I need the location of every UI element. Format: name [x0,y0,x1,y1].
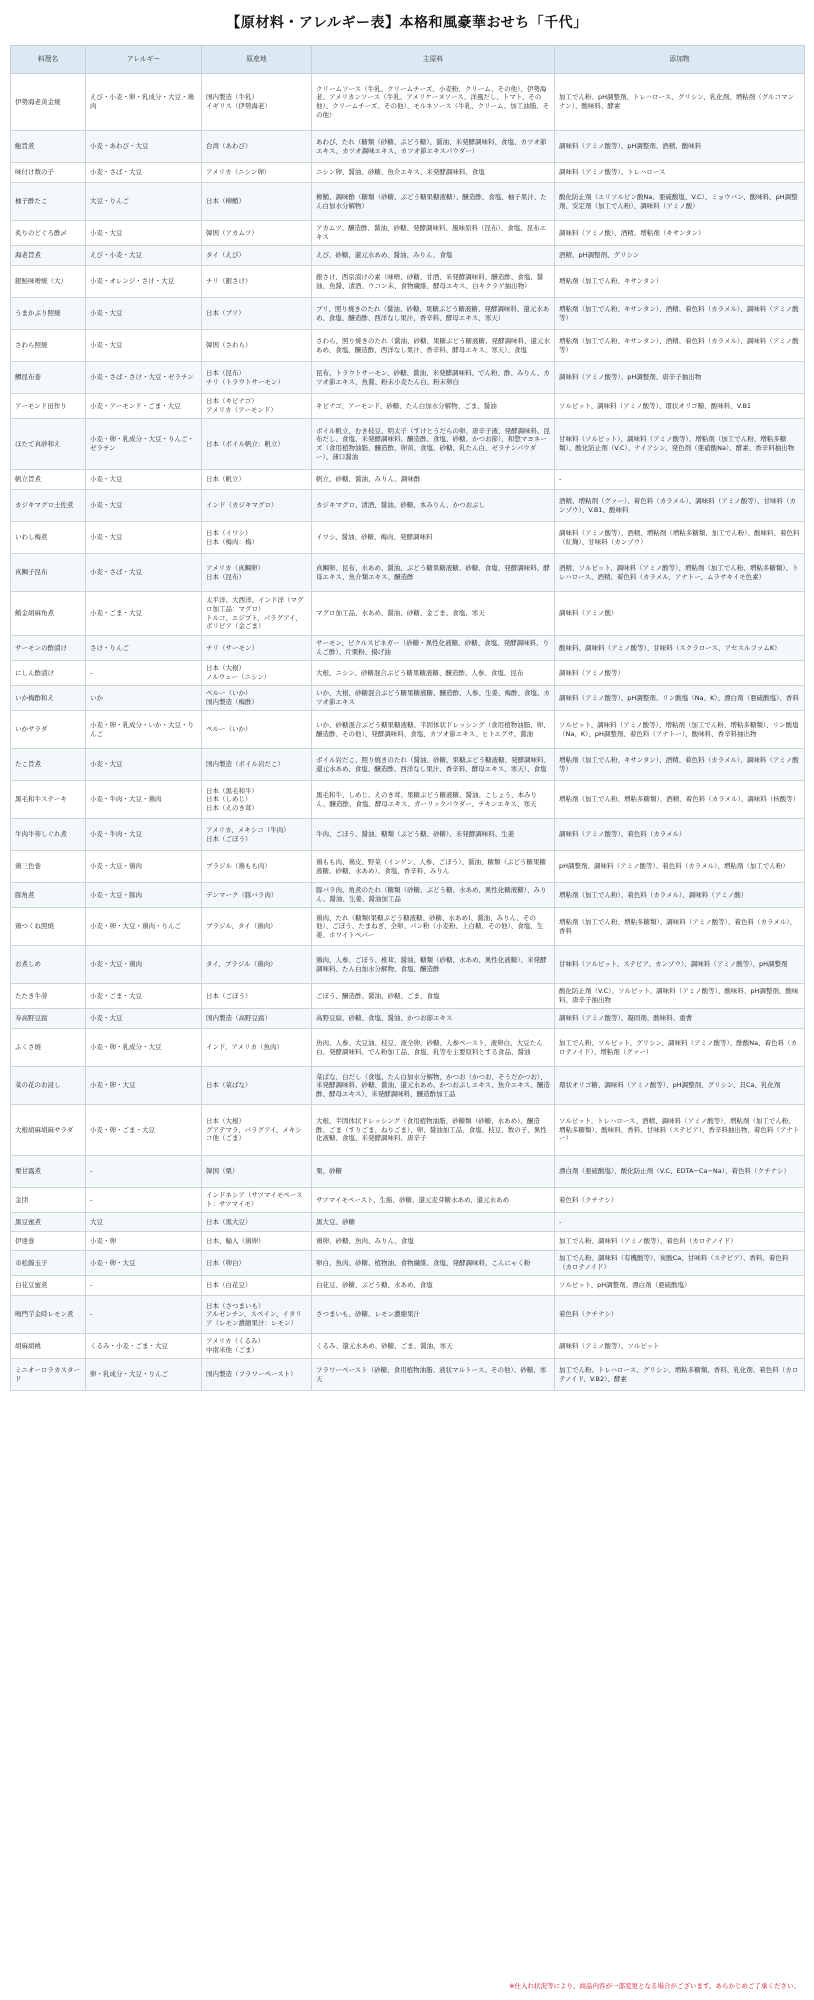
cell-dish-name: 豚角煮 [11,883,86,908]
cell-origin: 韓国（アカムツ） [202,221,312,246]
cell-dish-name: 味付け数の子 [11,163,86,183]
cell-origin: 日本（白花豆） [202,1276,312,1296]
cell-dish-name: 帆立旨煮 [11,470,86,490]
cell-origin: インド、アメリカ（魚肉） [202,1029,312,1067]
cell-dish-name: 鳴門芋金時レモン煮 [11,1296,86,1334]
table-row [11,266,805,298]
cell-additives: 加工でん粉、調味料（有機酸等）、炭酸Ca、甘味料（ステビア）、香料、着色料（カロテノイド） [555,1251,805,1276]
cell-main-ingredients: 真鯛卵、昆布、水あめ、醤油、ぶどう糖果糖液糖、砂糖、食塩、発酵調味料、酵母エキス、魚介類エキス、醸造酢 [312,554,555,592]
cell-dish-name: 海老旨煮 [11,246,86,266]
cell-allergy: 小麦・さば・さけ・大豆・ゼラチン [86,362,202,394]
cell-allergy: 小麦・卵・大豆 [86,1251,202,1276]
cell-dish-name: にしん酢漬け [11,661,86,686]
table-row [11,781,805,819]
cell-dish-name: 鱒昆布巻 [11,362,86,394]
cell-allergy: くるみ・小麦・ごま・大豆 [86,1334,202,1359]
cell-main-ingredients: くるみ、還元水あめ、砂糖、ごま、醤油、寒天 [312,1334,555,1359]
cell-allergy: 小麦・大豆 [86,470,202,490]
cell-additives: 増粘剤（加工でん粉、増粘多糖類）、酒精、着色料（カラメル）、調味料（核酸等） [555,781,805,819]
table-row [11,183,805,221]
cell-main-ingredients: サツマイモペースト、生餡、砂糖、還元麦芽糖水あめ、還元水あめ [312,1188,555,1213]
cell-origin: 日本（イワシ） 日本（梅肉：梅） [202,522,312,554]
table-row [11,221,805,246]
cell-dish-name: 大根胡麻胡麻サラダ [11,1105,86,1156]
cell-allergy: えび・小麦・卵・乳成分・大豆・鶏肉 [86,74,202,131]
cell-additives: 増粘剤（加工でん粉、キサンタン）、酒精、着色料（カラメル）、調味料（アミノ酸等） [555,298,805,330]
cell-origin: 太平洋、大西洋、インド洋（マグロ加工品：マグロ） トルコ、エジプト、パラグアイ、ボリビア（金ごま） [202,592,312,636]
cell-dish-name: 柚子酢たこ [11,183,86,221]
cell-origin: ブラジル（鶏もも肉） [202,851,312,883]
cell-additives: 調味料（アミノ酸等）、pH調整剤、酒精、酸味料 [555,131,805,163]
cell-origin: 韓国（さわら） [202,330,312,362]
cell-allergy: いか [86,686,202,711]
cell-origin: 日本、輸入（鶏卵） [202,1232,312,1251]
cell-allergy: 小麦・大豆 [86,298,202,330]
table-row [11,946,805,984]
cell-additives: 酒精、ソルビット、調味料（アミノ酸等）、増粘剤（加工でん粉、増粘多糖類）、トレハロース、酒精、着色料（カラメル、アナトー、ムラサキイモ色素） [555,554,805,592]
cell-origin: 日本（キビナゴ） アメリカ（アーモンド） [202,394,312,419]
table-row [11,1156,805,1188]
table-row [11,1296,805,1334]
cell-allergy: - [86,1188,202,1213]
table-row [11,1232,805,1251]
table-header-row [11,46,805,74]
cell-main-ingredients: 鶏肉、人参、ごぼう、椎茸、醤油、糖類（砂糖、水あめ、異性化液糖）、米発酵調味料、たん白加水分解物、食塩、醸造酢 [312,946,555,984]
cell-additives: 調味料（アミノ酸等）、凝固剤、酸味料、重曹 [555,1009,805,1029]
cell-dish-name: うまかぶり照焼 [11,298,86,330]
cell-main-ingredients: 卵白、魚肉、砂糖、植物油、食物繊維、食塩、発酵調味料、こんにゃく粉 [312,1251,555,1276]
cell-dish-name: サーモンの酢漬け [11,636,86,661]
cell-origin: 韓国（栗） [202,1156,312,1188]
cell-additives: 加工でん粉、調味料（アミノ酸等）、着色料（カロテノイド） [555,1232,805,1251]
cell-dish-name: ほたて真砂和え [11,419,86,470]
cell-allergy: 小麦・卵・大豆・鶏肉・りんご [86,908,202,946]
cell-main-ingredients: カジキマグロ、清酒、醤油、砂糖、本みりん、かつおぶし [312,490,555,522]
cell-allergy: 小麦・牛肉・大豆 [86,819,202,851]
table-row [11,1029,805,1067]
cell-origin: 国内製造（牛乳） イギリス（伊勢海老） [202,74,312,131]
cell-allergy: 小麦・ごま・大豆 [86,984,202,1009]
cell-main-ingredients: ボイル岩だこ、照り焼きのたれ（醤油、砂糖、果糖ぶどう糖液糖、発酵調味料、還元水あめ、食塩、醸造酢、西洋なし果汁、香辛料、酵母エキス、寒天）、食塩 [312,749,555,781]
cell-main-ingredients: 白花豆、砂糖、ぶどう糖、水あめ、食塩 [312,1276,555,1296]
table-row [11,298,805,330]
cell-origin: 日本（昆布） チリ（トラウトサーモン） [202,362,312,394]
cell-main-ingredients: 大根、ニシン、砂糖混合ぶどう糖果糖液糖、醸造酢、人参、食塩、昆布 [312,661,555,686]
table-row [11,490,805,522]
cell-main-ingredients: ボイル帆立、むき枝豆、明太子（すけとうだらの卵、唐辛子液、発酵調味料、昆布だし、食塩、米発酵調味料、醸造酢、食塩、砂糖、かつお節）、和惣マヨネーズ（食用植物油脂、醸造酢、卵黄、食塩、砂糖、乳たん白、ゼラチンパウダー）、薄口醤油 [312,419,555,470]
table-row [11,908,805,946]
cell-main-ingredients: 牛肉、ごぼう、醤油、糖類（ぶどう糖、砂糖）、米発酵調味料、生姜 [312,819,555,851]
cell-main-ingredients: 鶏卵、砂糖、魚肉、みりん、食塩 [312,1232,555,1251]
cell-additives: 着色料（クチナシ） [555,1188,805,1213]
cell-additives: 酒精、pH調整剤、グリシン [555,246,805,266]
cell-origin: チリ（銀さけ） [202,266,312,298]
cell-additives: ソルビット、調味料（アミノ酸等）、環状オリゴ糖、酸味料、V.B1 [555,394,805,419]
cell-origin: タイ（えび） [202,246,312,266]
header-additives: 添加物 [555,46,805,74]
cell-allergy: 小麦・大豆 [86,1009,202,1029]
cell-allergy: 小麦・大豆 [86,330,202,362]
cell-main-ingredients: ブリ、照り焼きのたれ（醤油、砂糖、果糖ぶどう糖液糖、発酵調味料、還元水あめ、食塩、醸造酢、西洋なし果汁、香辛料、酵母エキス、寒天） [312,298,555,330]
cell-main-ingredients: いか、大根、砂糖混合ぶどう糖果糖液糖、醸造酢、人参、生姜、梅酢、食塩、カツオ節エキス [312,686,555,711]
cell-main-ingredients: アカムツ、醸造酢、醤油、砂糖、発酵調味料、風味原料（昆布）、食塩、昆布エキス [312,221,555,246]
cell-main-ingredients: 昆布、トラウトサーモン、砂糖、醤油、米発酵調味料、でん粉、酢、みりん、カツオ節エキス、魚醤、粉末小麦たん白、粉末卵白 [312,362,555,394]
cell-additives: 着色料（クチナシ） [555,1296,805,1334]
cell-origin: チリ（サーモン） [202,636,312,661]
cell-origin: 日本（さつまいも） アルゼンチン、スペイン、イタリア（レモン濃縮果汁：レモン） [202,1296,312,1334]
cell-origin: ブラジル、タイ（鶏肉） [202,908,312,946]
table-row [11,1359,805,1391]
cell-allergy: - [86,1276,202,1296]
cell-dish-name: 真鯛子昆布 [11,554,86,592]
cell-additives: 酸化防止剤（V.C）、ソルビット、調味料（アミノ酸等）、酸味料、pH調整剤、酸味料、唐辛子抽出物 [555,984,805,1009]
cell-additives: ソルビット、トレハロース、酒精、調味料（アミノ酸等）、増粘剤（加工でん粉、増粘多糖類）、酸味料、香料、甘味料（ステビア）、香辛料抽出物、着色料（アナトー） [555,1105,805,1156]
cell-origin: インドネシア（サツマイモペースト：サツマイモ） [202,1188,312,1213]
cell-allergy: 卵・乳成分・大豆・りんご [86,1359,202,1391]
cell-main-ingredients: 柳鮹、調味酢（糖類（砂糖、ぶどう糖果糖液糖）、醸造酢、食塩、柚子果汁、たん白加水分解物） [312,183,555,221]
cell-additives: pH調整剤、調味料（アミノ酸等）、着色料（カラメル）、増粘剤（加工でん粉） [555,851,805,883]
cell-dish-name: 黒豆蜜煮 [11,1213,86,1232]
table-row [11,522,805,554]
cell-dish-name: 銀鮭味噌焼（大） [11,266,86,298]
cell-origin: 日本（黒毛和牛） 日本（しめじ） 日本（えのき茸） [202,781,312,819]
cell-allergy: - [86,1156,202,1188]
cell-main-ingredients: クリームソース（牛乳、クリームチーズ、小麦粉、クリーム、その他）、伊勢海老、アメリカンソース（牛乳、アメリケーヌソース、洋風だし、トマト、その他）、クリームチーズ、その他）、モルネソース（牛乳、クリーム、加工油脂、その他） [312,74,555,131]
cell-allergy: 小麦・アーモンド・ごま・大豆 [86,394,202,419]
table-row [11,1251,805,1276]
cell-allergy: 小麦・卵 [86,1232,202,1251]
cell-main-ingredients: 豚バラ肉、角煮のたれ（糖類（砂糖、ぶどう糖、水あめ、異性化糖液糖）、みりん、醤油、生姜、醤油加工品 [312,883,555,908]
cell-allergy: - [86,661,202,686]
cell-main-ingredients: さつまいも、砂糖、レモン濃縮果汁 [312,1296,555,1334]
cell-additives: ソルビット、調味料（アミノ酸等）、増粘剤（加工でん粉、増粘多糖類）、リン酸塩（Na、K）、pH調整剤、着色料（アナトー）、酸味料、香辛料抽出物 [555,711,805,749]
cell-allergy: 小麦・卵・乳成分・大豆・りんご・ゼラチン [86,419,202,470]
cell-origin: 日本（帆立） [202,470,312,490]
table-row [11,1276,805,1296]
cell-dish-name: 寿高野豆腐 [11,1009,86,1029]
cell-additives: 酸化防止剤（エリソルビン酸Na、亜硫酸塩、V.C）、ミョウバン、酸味料、pH調整剤、安定剤（加工でん粉）、調味料（アミノ酸） [555,183,805,221]
cell-main-ingredients: 大根、半固体状ドレッシング（食用植物油脂、砂糖類（砂糖、水あめ）、醸造酢、ごま（すりごま、ねりごま）、卵、醤油加工品、食塩、枝豆、数の子、異性化液糖、食塩、米発酵調味料、唐辛子 [312,1105,555,1156]
cell-additives: 調味料（アミノ酸等）、酒精、増粘剤（増粘多糖類、加工でん粉）、酸味料、着色料（紅麹）、甘味料（カンゾウ） [555,522,805,554]
table-row [11,1188,805,1213]
table-row [11,592,805,636]
cell-dish-name: たたき牛蒡 [11,984,86,1009]
cell-origin: 台湾（あわび） [202,131,312,163]
cell-dish-name: ミニオーロラカスタード [11,1359,86,1391]
table-row [11,851,805,883]
cell-origin: 日本（大根） ノルウェー（ニシン） [202,661,312,686]
cell-main-ingredients: さわら、照り焼きのたれ（醤油、砂糖、果糖ぶどう糖液糖、発酵調味料、還元水あめ、食塩、醸造酢、西洋なし果汁、香辛料、酵母エキス、寒天）、食塩 [312,330,555,362]
page-title: 【原材料・アレルギー表】本格和風豪華おせち「千代」 [226,15,588,31]
table-row [11,554,805,592]
cell-origin: ペルー（いか） [202,711,312,749]
cell-main-ingredients: サーモン、ピクルスビネガー（砂糖・異性化液糖、砂糖、食塩、発酵調味料、りんご酢）、片栗粉、揚げ油 [312,636,555,661]
cell-dish-name: アーモンド田作り [11,394,86,419]
cell-allergy: 小麦・卵・乳成分・大豆 [86,1029,202,1067]
cell-allergy: 小麦・ごま・大豆 [86,592,202,636]
cell-main-ingredients: ごぼう、醸造酢、醤油、砂糖、ごま、食塩 [312,984,555,1009]
cell-main-ingredients: イワシ、醤油、砂糖、梅肉、発酵調味料 [312,522,555,554]
cell-main-ingredients: マグロ加工品、水あめ、醤油、砂糖、金ごま、食塩、寒天 [312,592,555,636]
table-row [11,1009,805,1029]
cell-allergy: 小麦・卵・大豆 [86,1067,202,1105]
cell-origin: 日本（ボイル帆立：帆立） [202,419,312,470]
cell-dish-name: さわら照焼 [11,330,86,362]
cell-dish-name: カジキマグロ土佐煮 [11,490,86,522]
cell-additives: 増粘剤（加工でん粉、キサンタン） [555,266,805,298]
cell-additives: 増粘剤（加工でん粉、キサンタン）、酒精、着色料（カラメル）、調味料（アミノ酸等） [555,330,805,362]
table-row [11,246,805,266]
cell-additives: ソルビット、pH調整剤、漂白剤（亜硫酸塩） [555,1276,805,1296]
cell-dish-name: 金団 [11,1188,86,1213]
cell-origin: 日本（卵白） [202,1251,312,1276]
cell-additives: 加工でん粉、pH調整剤、トレハロース、グリシン、乳化剤、増粘剤（グルコマンナン）、酸味料、酵素 [555,74,805,131]
cell-additives: 環状オリゴ糖、調味料（アミノ酸等）、pH調整剤、グリシン、貝Ca、乳化剤 [555,1067,805,1105]
cell-additives: 酸味料、調味料（アミノ酸等）、甘味料（スクラロース、アセスルファムK） [555,636,805,661]
header-dish-name: 料理名 [11,46,86,74]
cell-allergy: 小麦・大豆・鶏肉 [86,946,202,984]
table-row [11,74,805,131]
table-row [11,1334,805,1359]
cell-allergy: 小麦・牛肉・大豆・鶏肉 [86,781,202,819]
cell-additives: 加工でん粉、ソルビット、グリシン、調味料（アミノ酸等）、酢酸Na、着色料（カロテノイド）、増粘剤（グァー） [555,1029,805,1067]
cell-main-ingredients: 黒大豆、砂糖 [312,1213,555,1232]
table-row [11,470,805,490]
table-row [11,711,805,749]
cell-allergy: 小麦・大豆 [86,749,202,781]
table-row [11,362,805,394]
cell-allergy: さけ・りんご [86,636,202,661]
cell-dish-name: たこ旨煮 [11,749,86,781]
table-row [11,984,805,1009]
cell-origin: 国内製造（高野豆腐） [202,1009,312,1029]
table-row [11,661,805,686]
cell-dish-name: 伊達巻 [11,1232,86,1251]
cell-allergy: 大豆・りんご [86,183,202,221]
cell-allergy: 小麦・大豆 [86,221,202,246]
cell-dish-name: お煮しめ [11,946,86,984]
cell-additives: 調味料（アミノ酸等）、着色料（カラメル） [555,819,805,851]
cell-additives: 増粘剤（加工でん粉）、着色料（カラメル）、調味料（アミノ酸） [555,883,805,908]
cell-allergy: 小麦・あわび・大豆 [86,131,202,163]
table-row [11,394,805,419]
cell-origin: 日本（柳鮹） [202,183,312,221]
cell-origin: 日本（黒大豆） [202,1213,312,1232]
cell-additives: 調味料（アミノ酸等）、ソルビット [555,1334,805,1359]
cell-dish-name: 鮪金胡麻角煮 [11,592,86,636]
footnote: ※仕入れ状況等により、商品内容が一部変更となる場合がございます。あらかじめご了承ください。 [509,1982,800,1990]
cell-origin: 日本（ブリ） [202,298,312,330]
cell-dish-name: いか梅酢和え [11,686,86,711]
cell-origin: 日本（大根） グアテマラ、パラグアイ、メキシコ他（ごま） [202,1105,312,1156]
cell-main-ingredients: 銀さけ、西京漬けの素（味噌、砂糖、甘酒、米発酵調味料、醸造酢、食塩、醤油、魚醤、清酒、ウコン末、食物繊維、酵母エキス、白キクラゲ抽出物） [312,266,555,298]
cell-allergy: 小麦・大豆・鶏肉 [86,851,202,883]
cell-main-ingredients: 帆立、砂糖、醤油、みりん、調味酢 [312,470,555,490]
cell-origin: 国内製造（ボイル岩だこ） [202,749,312,781]
cell-dish-name: ふくさ焼 [11,1029,86,1067]
cell-allergy: 小麦・大豆 [86,522,202,554]
cell-dish-name: 炙りのどぐろ酢〆 [11,221,86,246]
cell-main-ingredients: フラワーペースト（砂糖、食用植物油脂、液状マルトース、その他）、砂糖、寒天 [312,1359,555,1391]
cell-dish-name: 鮑旨煮 [11,131,86,163]
cell-additives: - [555,1213,805,1232]
cell-additives: 増粘剤（加工でん粉、キサンタン）、酒精、着色料（カラメル）、調味料（アミノ酸等） [555,749,805,781]
cell-main-ingredients: 栗、砂糖 [312,1156,555,1188]
cell-origin: アメリカ（ニシン卵） [202,163,312,183]
table-row [11,163,805,183]
cell-allergy: 小麦・卵・乳成分・いか・大豆・りんご [86,711,202,749]
cell-main-ingredients: 魚肉、人参、大豆油、枝豆、液全卵、砂糖、人参ペースト、液卵白、大豆たん白、発酵調味料、でん粉加工品、食塩、乳等を主要原料とする食品、醤油 [312,1029,555,1067]
cell-additives: 調味料（アミノ酸等） [555,661,805,686]
cell-origin: アメリカ、メキシコ（牛肉） 日本（ごぼう） [202,819,312,851]
cell-origin: 日本（ごぼう） [202,984,312,1009]
cell-additives: 調味料（アミノ酸）、酒精、増粘剤（キサンタン） [555,221,805,246]
cell-allergy: 小麦・卵・ごま・大豆 [86,1105,202,1156]
cell-allergy: えび・小麦・大豆 [86,246,202,266]
header-allergy: アレルギー [86,46,202,74]
cell-additives: 漂白剤（亜硫酸塩）、酸化防止剤（V.C、EDTA−Ca−Na）、着色料（クチナシ） [555,1156,805,1188]
header-main-ingredients: 主原料 [312,46,555,74]
cell-allergy: 小麦・オレンジ・さけ・大豆 [86,266,202,298]
cell-dish-name: 市松錦玉子 [11,1251,86,1276]
cell-main-ingredients: 高野豆腐、砂糖、食塩、醤油、かつお節エキス [312,1009,555,1029]
cell-main-ingredients: 鶏もも肉、鶏皮、野菜（インゲン、人参、ごぼう）、醤油、糖類（ぶどう糖果糖液糖、砂糖、水あめ）、食塩、香辛料、みりん [312,851,555,883]
cell-dish-name: 栗甘露煮 [11,1156,86,1188]
cell-additives: 調味料（アミノ酸等）、pH調整剤、唐辛子抽出物 [555,362,805,394]
cell-origin: タイ、ブラジル（鶏肉） [202,946,312,984]
cell-additives: 調味料（アミノ酸等）、pH調整剤、リン酸塩（Na、K）、漂白剤（亜硫酸塩）、香料 [555,686,805,711]
cell-origin: アメリカ（くるみ） 中南米他（ごま） [202,1334,312,1359]
cell-additives: 加工でん粉、トレハロース、グリシン、増粘多糖類、香料、乳化剤、着色料（カロテノイド、V.B2）、酵素 [555,1359,805,1391]
cell-additives: 増粘剤（加工でん粉、増粘多糖類）、調味料（アミノ酸等）、着色料（カラメル）、香料 [555,908,805,946]
cell-dish-name: 伊勢海老黄金焼 [11,74,86,131]
cell-origin: インド（カジキマグロ） [202,490,312,522]
cell-origin: アメリカ（真鯛卵） 日本（昆布） [202,554,312,592]
cell-main-ingredients: キビナゴ、アーモンド、砂糖、たん白加水分解物、ごま、醤油 [312,394,555,419]
table-row [11,1067,805,1105]
cell-additives: - [555,470,805,490]
cell-additives: 酒精、増粘剤（グァー）、着色料（カラメル）、調味料（アミノ酸等）、甘味料（カンゾウ）、V.B1、酸味料 [555,490,805,522]
cell-allergy: 小麦・さば・大豆 [86,163,202,183]
table-row [11,131,805,163]
cell-main-ingredients: 黒毛和牛、しめじ、えのき茸、果糖ぶどう糖液糖、醤油、こしょう、本みりん、醸造酢、食塩、酵母エキス、ガーリックパウダー、チキンエキス、寒天 [312,781,555,819]
cell-main-ingredients: 鶏肉、たれ（糖類(果糖ぶどう糖液糖、砂糖、水あめ)、醤油、みりん、その他）、ごぼう、たまねぎ、全卵、パン粉（小麦粉、上白糖、その他）、食塩、生姜、ホワイトペパー [312,908,555,946]
cell-origin: 国内製造（フラワーペースト） [202,1359,312,1391]
cell-additives: 調味料（アミノ酸等）、トレハロース [555,163,805,183]
cell-allergy: 小麦・さば・大豆 [86,554,202,592]
cell-additives: 調味料（アミノ酸） [555,592,805,636]
cell-dish-name: 鶏三色巻 [11,851,86,883]
cell-main-ingredients: ニシン卵、醤油、砂糖、魚介エキス、米発酵調味料、食塩 [312,163,555,183]
table-row [11,1213,805,1232]
table-row [11,749,805,781]
cell-dish-name: いわし梅煮 [11,522,86,554]
table-row [11,419,805,470]
cell-main-ingredients: えび、砂糖、還元水あめ、醤油、みりん、食塩 [312,246,555,266]
table-row [11,686,805,711]
cell-dish-name: 菜の花のお浸し [11,1067,86,1105]
cell-allergy: 大豆 [86,1213,202,1232]
cell-additives: 甘味料（ソルビット）、調味料（アミノ酸等）、増粘剤（加工でん粉、増粘多糖類）、酸化防止剤（V.C）、ナイアシン、発色剤（亜硝酸Na）、酵素、香辛料抽出物 [555,419,805,470]
table-body [11,74,805,1391]
cell-dish-name: 牛肉牛蒡しぐれ煮 [11,819,86,851]
cell-main-ingredients: 菜ばな、白だし（食塩、たん白加水分解物、かつお（かつお、そうだかつお）、米発酵調味料、砂糖、醤油、還元水あめ、かつおぶしエキス、魚介エキス、醸造酢、酵母エキス）、米発酵調味料、醸造酢加工品 [312,1067,555,1105]
table-row [11,1105,805,1156]
table-row [11,636,805,661]
cell-allergy: 小麦・大豆・豚肉 [86,883,202,908]
cell-dish-name: 鶏つくね照焼 [11,908,86,946]
cell-allergy: - [86,1296,202,1334]
cell-dish-name: 胡麻胡桃 [11,1334,86,1359]
cell-dish-name: 黒毛和牛ステーキ [11,781,86,819]
cell-dish-name: いかサラダ [11,711,86,749]
cell-main-ingredients: あわび、たれ（糖類（砂糖、ぶどう糖）、醤油、米発酵調味料、食塩、カツオ節エキス、カツオ調味エキス、カツオ節エキスパウダー） [312,131,555,163]
cell-main-ingredients: いか、砂糖混合ぶどう糖果糖液糖、半固体状ドレッシング（食用植物油脂、卵、醸造酢、その他）、発酵調味料、食塩、カツオ節エキス、ヒトエグサ、醤油 [312,711,555,749]
table-row [11,819,805,851]
ingredients-allergy-table [10,45,805,1391]
cell-additives: 甘味料（ソルビット、ステビア、カンゾウ）、調味料（アミノ酸等）、pH調整剤 [555,946,805,984]
cell-origin: ペルー（いか） 国内製造（梅酢） [202,686,312,711]
cell-origin: デンマーク（豚バラ肉） [202,883,312,908]
table-row [11,330,805,362]
table-row [11,883,805,908]
header-origin: 原産地 [202,46,312,74]
cell-origin: 日本（菜ばな） [202,1067,312,1105]
cell-dish-name: 白花豆蜜煮 [11,1276,86,1296]
cell-allergy: 小麦・大豆 [86,490,202,522]
